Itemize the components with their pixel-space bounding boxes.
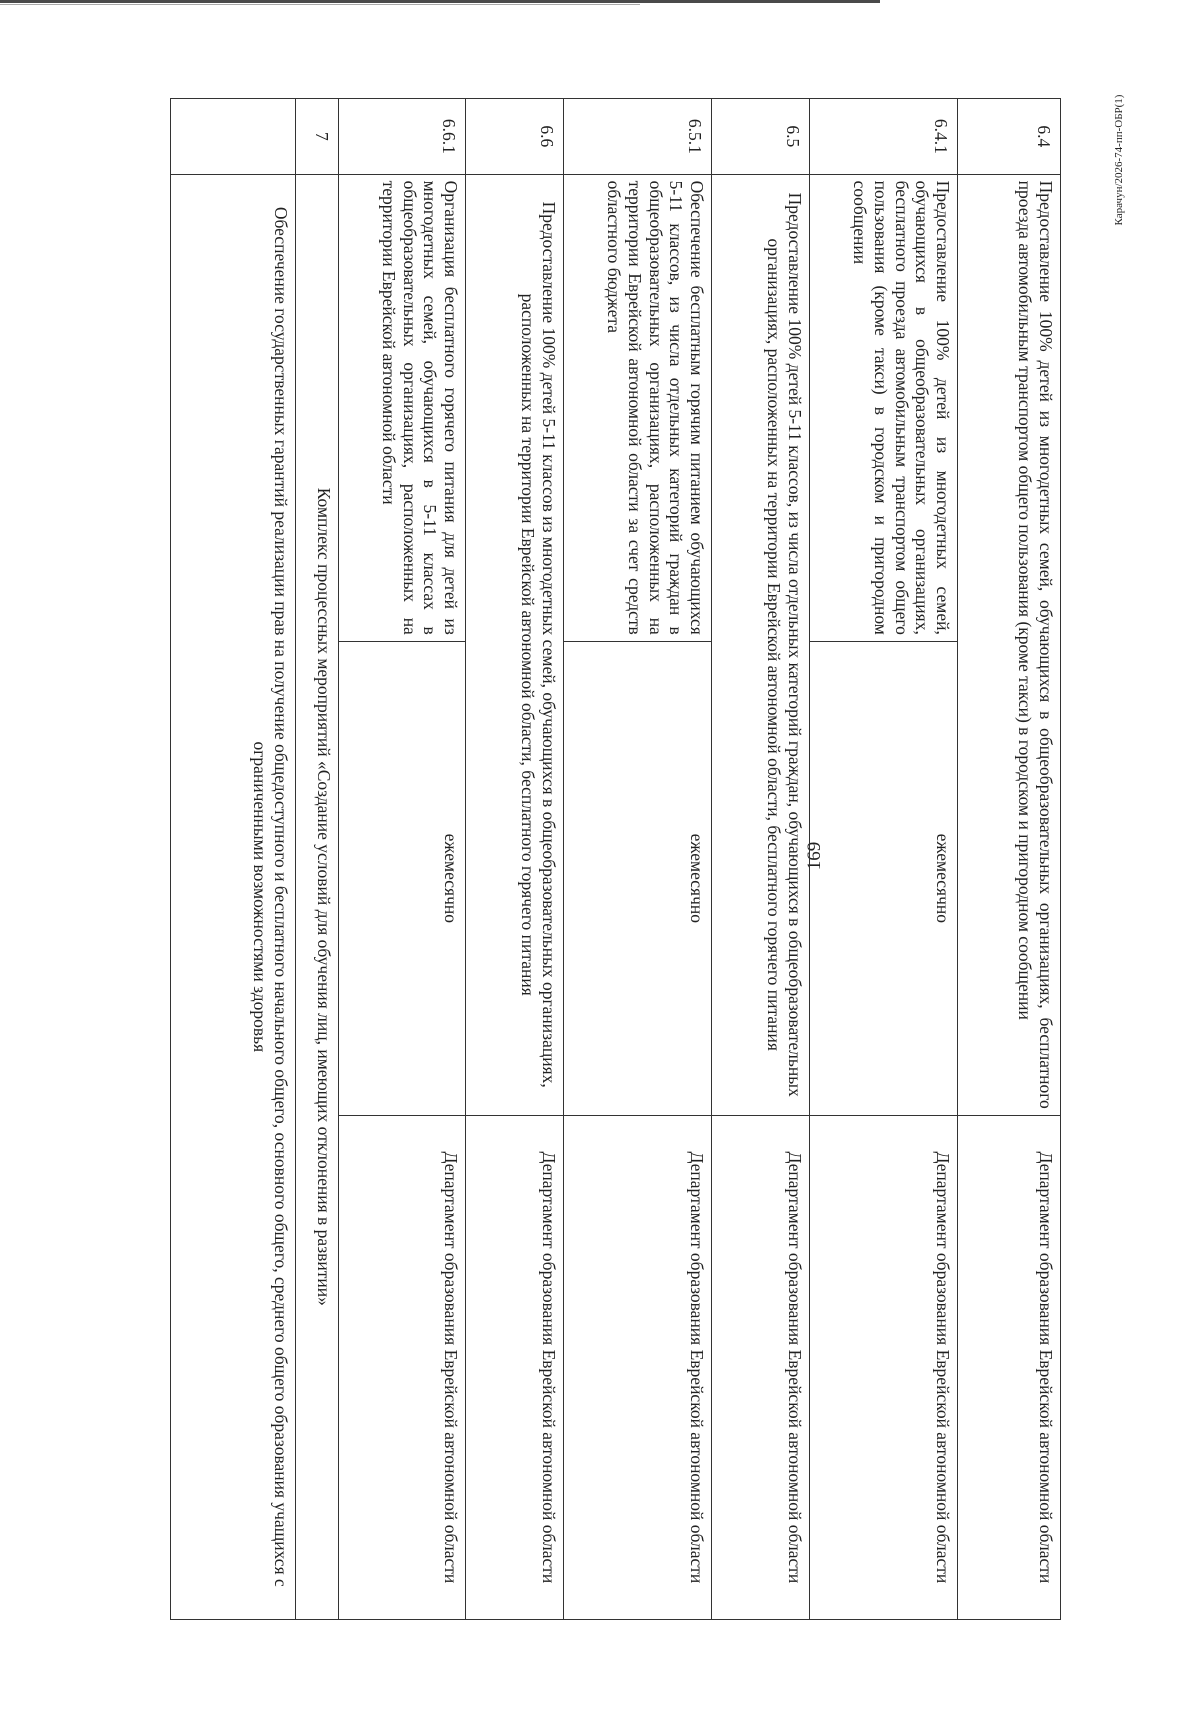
measure-period: ежемесячно: [339, 641, 466, 1115]
measure-period: ежемесячно: [810, 641, 958, 1115]
document-code: Карачун/2026-74-пп-ОБР(1): [1113, 94, 1125, 226]
row-number: 6.5.1: [564, 99, 712, 175]
responsible-department: Департамент образования Еврейской автономной области: [466, 1115, 564, 1619]
table-row: [466, 99, 564, 1620]
table-row: [564, 99, 712, 1620]
row-number: 6.4: [958, 99, 1061, 175]
row-number: 6.6.1: [339, 99, 466, 175]
scan-edge-line-thin: [0, 4, 640, 5]
measure-text: Организация бесплатного горячего питания для детей из многодетных семей, обучающихся в 5-11 классах в общеобразовательных организациях, расположенных на территории Еврейской автономной области: [339, 174, 466, 641]
page-number: 169: [804, 841, 825, 871]
row-number: [171, 99, 296, 175]
row-number: 6.4.1: [810, 99, 958, 175]
table-row: [339, 99, 466, 1620]
section-task: Обеспечение государственных гарантий реализации прав на получение общедоступного и бесплатного начального общего, основного общего, среднего общего образования учащихся с ограниченными возможностями здоровья: [171, 174, 296, 1619]
section-row: [171, 99, 296, 1620]
responsible-department: Департамент образования Еврейской автономной области: [810, 1115, 958, 1619]
measure-text: Обеспечение бесплатным горячим питанием обучающихся 5-11 классов, из числа отдельных категорий граждан в общеобразовательных организациях, расположенных на территории Еврейской автономной области за счет средств областного бюджета: [564, 174, 712, 641]
responsible-department: Департамент образования Еврейской автономной области: [339, 1115, 466, 1619]
measure-text: Предоставление 100% детей 5-11 классов, из числа отдельных категорий граждан, обучающихся в общеобразовательных организациях, расположенных на территории Еврейской автономной области, бесплатного горячего питания: [712, 174, 810, 1115]
row-number: 6.6: [466, 99, 564, 175]
row-number: 7: [296, 99, 339, 175]
responsible-department: Департамент образования Еврейской автономной области: [712, 1115, 810, 1619]
scan-edge-line: [0, 0, 880, 3]
section-row: [296, 99, 339, 1620]
measures-table: [170, 98, 1061, 1620]
section-title: Комплекс процессных мероприятий «Создание условий для обучения лиц, имеющих отклонения в развитии»: [296, 174, 339, 1619]
row-number: 6.5: [712, 99, 810, 175]
table-row: [958, 99, 1061, 1620]
table-row: [712, 99, 810, 1620]
table-row: [810, 99, 958, 1620]
responsible-department: Департамент образования Еврейской автономной области: [564, 1115, 712, 1619]
measure-period: ежемесячно: [564, 641, 712, 1115]
measure-text: Предоставление 100% детей из многодетных семей, обучающихся в общеобразовательных организациях, бесплатного проезда автомобильным транспортом общего пользования (кроме такси) в городском и пригородном сообщении: [810, 174, 958, 641]
responsible-department: Департамент образования Еврейской автономной области: [958, 1115, 1061, 1619]
measures-table-container: [171, 98, 1061, 1620]
measure-text: Предоставление 100% детей из многодетных семей, обучающихся в общеобразовательных организациях, бесплатного проезда автомобильным транспортом общего пользования (кроме такси) в городском и пригородном сообщении: [958, 174, 1061, 1115]
measure-text: Предоставление 100% детей 5-11 классов из многодетных семей, обучающихся в общеобразовательных организациях, расположенных на территории Еврейской автономной области, бесплатного горячего питания: [466, 174, 564, 1115]
